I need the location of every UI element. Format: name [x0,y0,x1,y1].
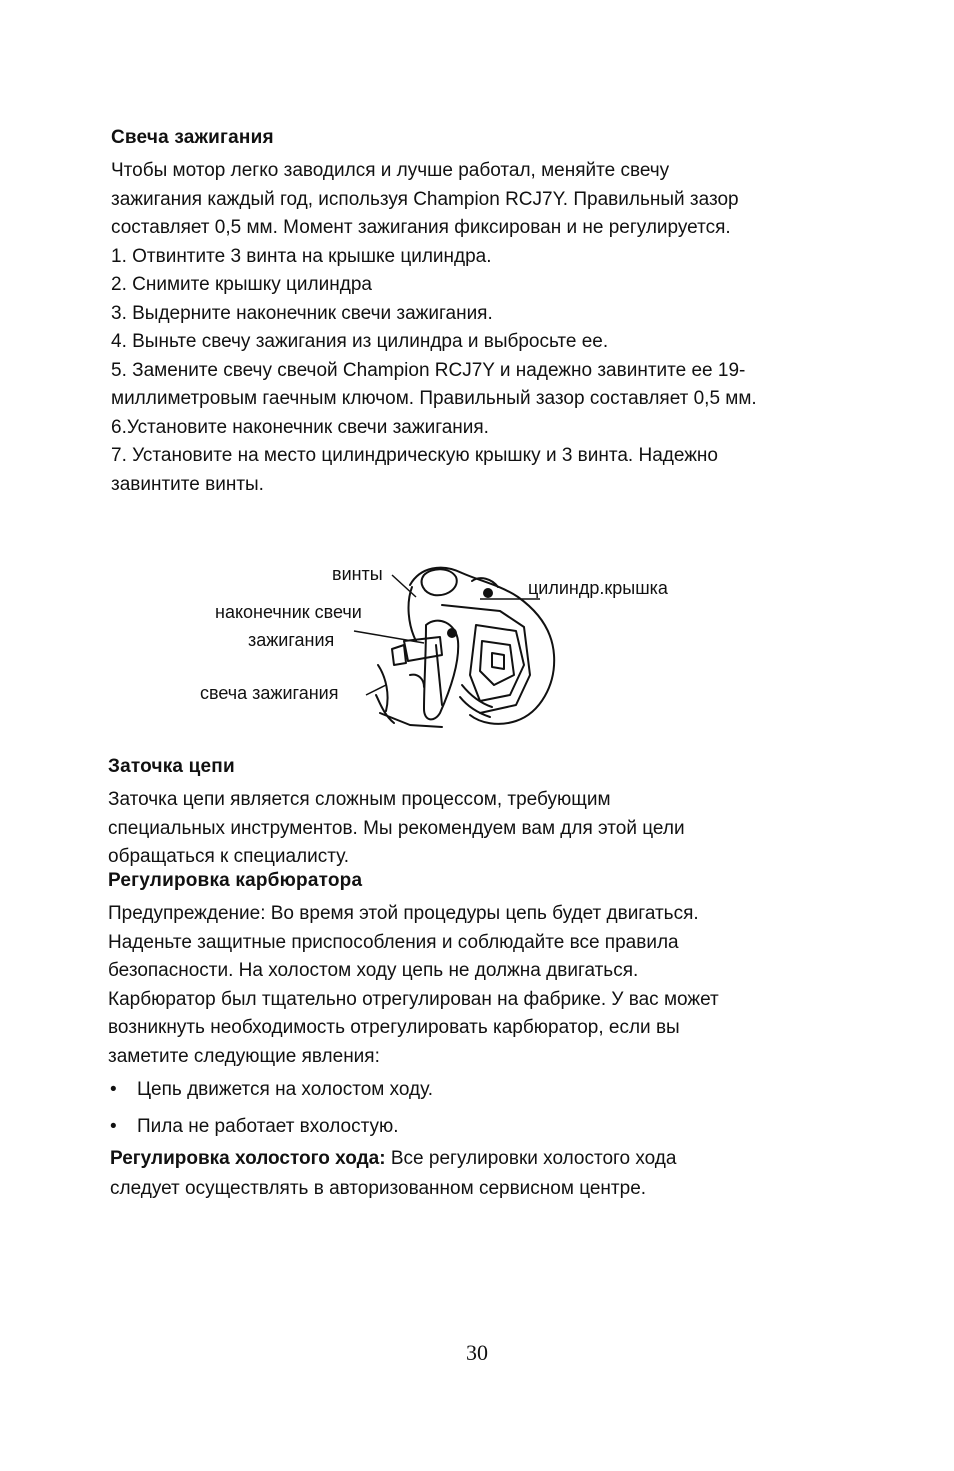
idle-label: Регулировка холостого хода: [110,1148,386,1169]
list-item-text: Пила не работает вхолостую. [137,1116,399,1137]
idle-line-2: следует осуществлять в авторизованном сервисном центре. [110,1178,647,1199]
label-plug-cap-line1: наконечник свечи [215,602,362,622]
step-1: 1. Отвинтите 3 винта на крышке цилиндра. [111,245,492,267]
text-line: безопасности. На холостом ходу цепь не должна двигаться. [108,960,639,981]
bullet-icon: • [110,1079,117,1100]
text-line: Чтобы мотор легко заводился и лучше работал, меняйте свечу [111,160,670,181]
idle-adjustment-paragraph [110,1144,676,1204]
text-line: Предупреждение: Во время этой процедуры цепь будет двигаться. [108,903,699,924]
spark-plug-heading: Свеча зажигания [111,127,274,148]
text-line: Карбюратор был тщательно отрегулирован на фабрике. У вас может [108,988,719,1010]
chain-sharpening-heading: Заточка цепи [108,756,235,777]
label-cylinder-cover: цилиндр.крышка [528,578,668,598]
list-item-text: Цепь движется на холостом ходу. [137,1079,434,1100]
label-spark-plug: свеча зажигания [200,683,339,703]
step-7-cont: завинтите винты. [111,473,264,495]
chain-sharpening-text [108,786,685,872]
spark-plug-text [111,157,757,499]
text-line: Наденьте защитные приспособления и соблюдайте все правила [108,931,679,953]
page-number: 30 [466,1340,488,1365]
step-3: 3. Выдерните наконечник свечи зажигания. [111,302,493,324]
text-line: зажигания каждый год, используя Champion RCJ7Y. Правильный зазор [111,188,739,210]
label-screws: винты [332,564,383,584]
bullet-icon: • [110,1116,117,1137]
text-line: специальных инструментов. Мы рекомендуем вам для этой цели [108,817,685,839]
step-5: 5. Замените свечу свечой Champion RCJ7Y и надежно завинтите ее 19- [111,359,746,381]
idle-text: Все регулировки холостого хода [385,1148,677,1169]
step-5-cont: миллиметровым гаечным ключом. Правильный зазор составляет 0,5 мм. [111,388,757,409]
step-6: 6.Установите наконечник свечи зажигания. [111,416,489,438]
text-line: составляет 0,5 мм. Момент зажигания фиксирован и не регулируется. [111,217,731,238]
text-line: Заточка цепи является сложным процессом, требующим [108,789,611,810]
step-7: 7. Установите на место цилиндрическую крышку и 3 винта. Надежно [111,445,718,466]
step-4: 4. Выньте свечу зажигания из цилиндра и выбросьте ее. [111,331,609,352]
text-line: возникнуть необходимость отрегулировать карбюратор, если вы [108,1017,680,1038]
text-line: заметите следующие явления: [108,1045,380,1067]
label-plug-cap-line2: зажигания [248,630,335,650]
step-2: 2. Снимите крышку цилиндра [111,274,372,295]
text-line: обращаться к специалисту. [108,846,350,867]
spark-plug-diagram [180,545,740,735]
idle-line-1 [110,1144,676,1174]
carburetor-text [108,900,719,1071]
carburetor-heading: Регулировка карбюратора [108,870,363,891]
